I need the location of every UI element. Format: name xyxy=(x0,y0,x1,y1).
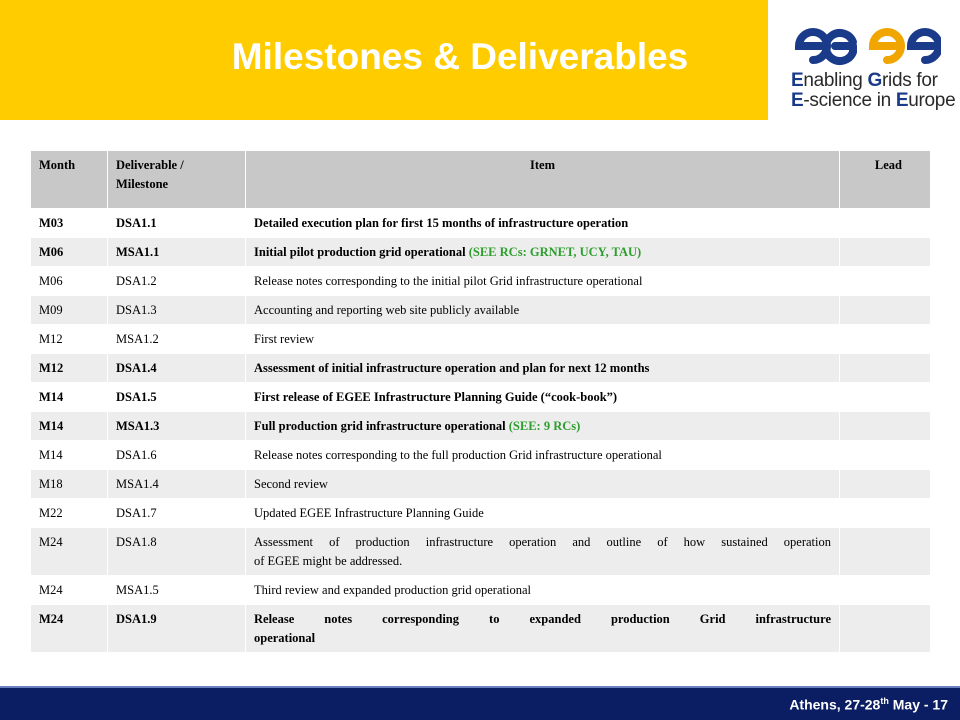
cell-month: M24 xyxy=(31,576,108,605)
logo-tagline-2: E-science in Europe xyxy=(791,90,956,111)
cell-deliverable: DSA1.3 xyxy=(108,296,246,325)
cell-deliverable: DSA1.4 xyxy=(108,354,246,383)
cell-deliverable: DSA1.7 xyxy=(108,499,246,528)
cell-lead xyxy=(840,499,931,528)
cell-lead xyxy=(840,470,931,499)
cell-deliverable: DSA1.8 xyxy=(108,528,246,576)
cell-lead xyxy=(840,605,931,653)
cell-lead xyxy=(840,412,931,441)
table-row xyxy=(31,267,931,296)
table-row xyxy=(31,412,931,441)
cell-lead xyxy=(840,383,931,412)
cell-lead xyxy=(840,296,931,325)
cell-deliverable: DSA1.5 xyxy=(108,383,246,412)
cell-item: First release of EGEE Infrastructure Planning Guide (“cook-book”) xyxy=(246,383,840,412)
cell-item: Release notes corresponding to the full production Grid infrastructure operational xyxy=(246,441,840,470)
cell-lead xyxy=(840,267,931,296)
table-row xyxy=(31,383,931,412)
table-row xyxy=(31,209,931,238)
cell-item: First review xyxy=(246,325,840,354)
cell-month: M14 xyxy=(31,383,108,412)
cell-lead xyxy=(840,441,931,470)
cell-item: Release notes corresponding to the initial pilot Grid infrastructure operational xyxy=(246,267,840,296)
cell-deliverable: MSA1.3 xyxy=(108,412,246,441)
cell-item: Detailed execution plan for first 15 months of infrastructure operation xyxy=(246,209,840,238)
cell-month: M14 xyxy=(31,412,108,441)
cell-deliverable: MSA1.5 xyxy=(108,576,246,605)
cell-deliverable: DSA1.1 xyxy=(108,209,246,238)
cell-month: M14 xyxy=(31,441,108,470)
cell-deliverable: MSA1.1 xyxy=(108,238,246,267)
cell-lead xyxy=(840,238,931,267)
cell-item: Updated EGEE Infrastructure Planning Guide xyxy=(246,499,840,528)
cell-month: M09 xyxy=(31,296,108,325)
table-row xyxy=(31,296,931,325)
cell-item: Third review and expanded production grid operational xyxy=(246,576,840,605)
egee-wordmark-icon xyxy=(791,18,941,70)
logo-tagline-1: Enabling Grids for xyxy=(791,70,938,91)
cell-deliverable: DSA1.9 xyxy=(108,605,246,653)
cell-month: M06 xyxy=(31,267,108,296)
table-header-row xyxy=(31,151,931,209)
cell-month: M22 xyxy=(31,499,108,528)
cell-item: Release notes corresponding to expanded production Grid infrastructure operational xyxy=(246,605,840,653)
cell-lead xyxy=(840,354,931,383)
cell-lead xyxy=(840,325,931,354)
cell-month: M24 xyxy=(31,605,108,653)
header-item: Item xyxy=(246,151,840,209)
table-row xyxy=(31,499,931,528)
cell-month: M24 xyxy=(31,528,108,576)
cell-item: Assessment of production infrastructure operation and outline of how sustained operation of EGEE might be addressed. xyxy=(246,528,840,576)
egee-logo xyxy=(785,18,955,118)
table-row xyxy=(31,441,931,470)
cell-month: M12 xyxy=(31,354,108,383)
footer-bar xyxy=(0,688,960,720)
cell-lead xyxy=(840,209,931,238)
cell-month: M06 xyxy=(31,238,108,267)
cell-lead xyxy=(840,576,931,605)
cell-month: M03 xyxy=(31,209,108,238)
table-row xyxy=(31,605,931,653)
cell-note: (SEE: 9 RCs) xyxy=(508,419,581,433)
cell-deliverable: MSA1.2 xyxy=(108,325,246,354)
cell-note: (SEE RCs: GRNET, UCY, TAU) xyxy=(468,245,642,259)
header-month: Month xyxy=(31,151,108,209)
cell-deliverable: MSA1.4 xyxy=(108,470,246,499)
header-deliverable: Deliverable / Milestone xyxy=(108,151,246,209)
cell-item: Second review xyxy=(246,470,840,499)
header-lead: Lead xyxy=(840,151,931,209)
table-row xyxy=(31,325,931,354)
footer-text: Athens, 27-28th May - 17 xyxy=(789,696,948,713)
table-row xyxy=(31,528,931,576)
table-row xyxy=(31,576,931,605)
cell-item: Assessment of initial infrastructure operation and plan for next 12 months xyxy=(246,354,840,383)
page-title: Milestones & Deliverables xyxy=(231,36,689,77)
table-row xyxy=(31,470,931,499)
table-row xyxy=(31,354,931,383)
cell-lead xyxy=(840,528,931,576)
milestones-table xyxy=(30,150,931,653)
cell-item: Full production grid infrastructure operational (SEE: 9 RCs) xyxy=(246,412,840,441)
cell-item: Initial pilot production grid operational (SEE RCs: GRNET, UCY, TAU) xyxy=(246,238,840,267)
cell-month: M12 xyxy=(31,325,108,354)
table-row xyxy=(31,238,931,267)
cell-deliverable: DSA1.2 xyxy=(108,267,246,296)
cell-item: Accounting and reporting web site publicly available xyxy=(246,296,840,325)
cell-deliverable: DSA1.6 xyxy=(108,441,246,470)
cell-month: M18 xyxy=(31,470,108,499)
